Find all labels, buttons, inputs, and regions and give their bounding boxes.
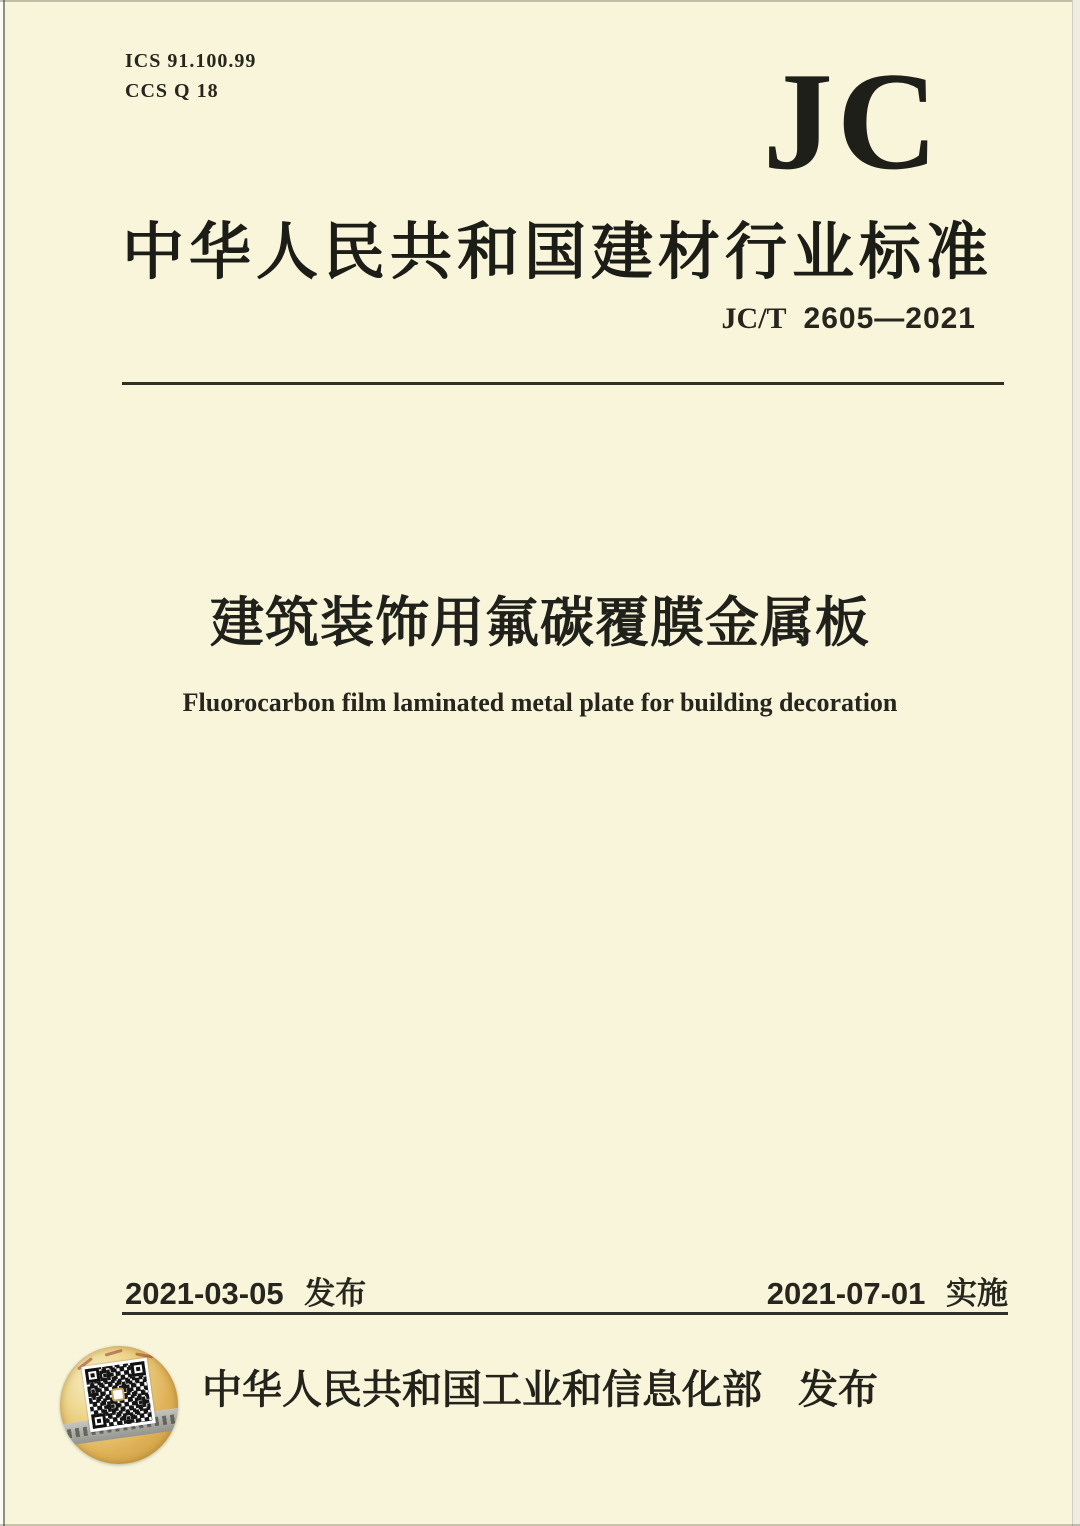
qr-code-pattern xyxy=(85,1361,153,1429)
standard-body-title: 中华人民共和国建材行业标准 xyxy=(122,219,994,287)
qr-center-logo xyxy=(111,1387,126,1402)
publisher-line xyxy=(100,1358,980,1415)
standard-title-chinese: 建筑装饰用氟碳覆膜金属板 xyxy=(210,593,870,653)
qr-finder-icon xyxy=(130,1361,146,1377)
jc-logo: JC xyxy=(762,44,942,199)
issue-date-label: 发布 xyxy=(304,1276,367,1311)
ccs-code: CCS Q 18 xyxy=(125,80,219,102)
implementation-date-label: 实施 xyxy=(946,1276,1008,1311)
standard-title-english: Fluorocarbon film laminated metal plate for building decoration xyxy=(182,688,898,717)
qr-code xyxy=(81,1358,156,1433)
header-divider-rule xyxy=(122,382,1004,385)
scan-edge-top xyxy=(0,0,1080,2)
scan-edge-left-line xyxy=(3,0,5,1526)
scan-edge-right xyxy=(1072,0,1080,1526)
ics-code: ICS 91.100.99 xyxy=(125,50,257,72)
standard-number xyxy=(722,302,976,336)
standard-number-prefix: JC/T xyxy=(721,302,787,335)
standard-number-digits: 2605—2021 xyxy=(803,302,976,335)
footer-divider-rule xyxy=(122,1312,1008,1315)
implementation-date: 2021-07-01 xyxy=(766,1276,926,1311)
publisher-action-label: 发布 xyxy=(798,1367,878,1412)
qr-finder-icon xyxy=(85,1367,101,1383)
implementation-date-line xyxy=(767,1268,1008,1313)
sticker-arc-text-mark xyxy=(105,1349,123,1357)
issue-date-line xyxy=(125,1268,366,1313)
qr-finder-icon xyxy=(91,1413,107,1429)
publisher-name: 中华人民共和国工业和信息化部 xyxy=(202,1367,762,1412)
issue-date: 2021-03-05 xyxy=(125,1276,284,1311)
